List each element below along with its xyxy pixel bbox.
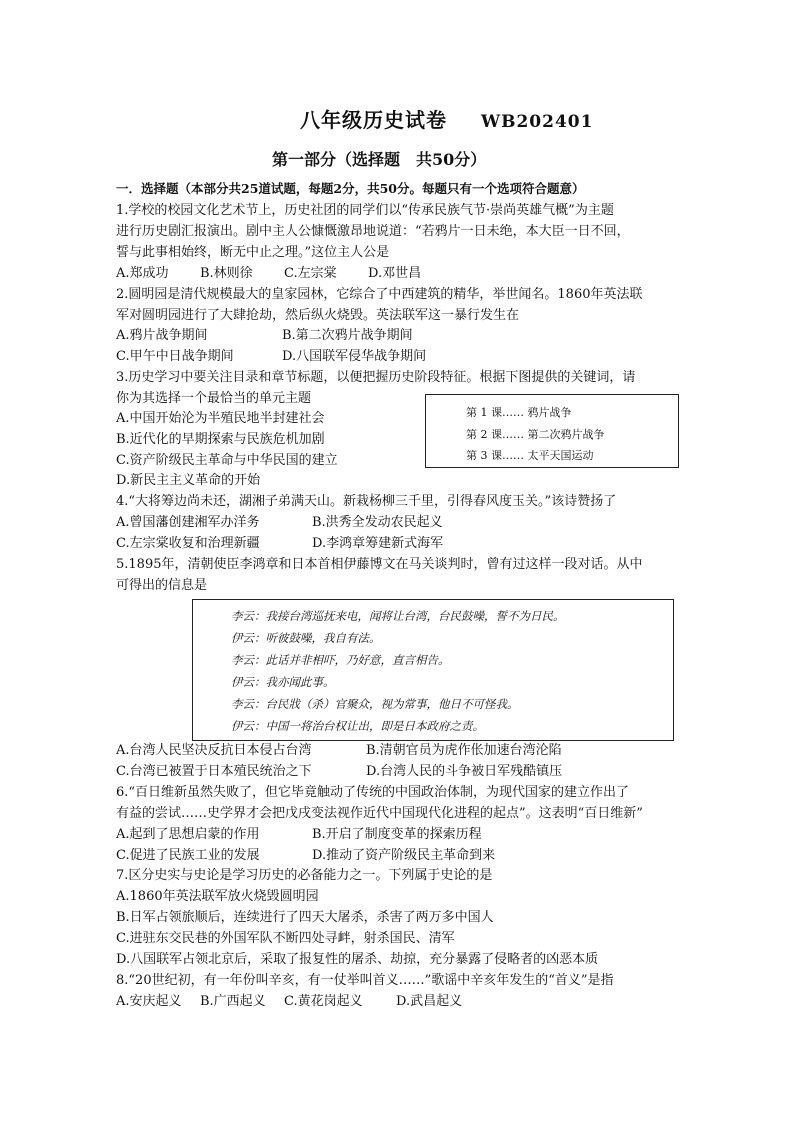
- q5-option-a[interactable]: A.台湾人民坚决反抗日本侵占台湾: [116, 743, 312, 758]
- q6-line-1: 6.“百日维新虽然失败了，但它毕竟触动了传统的中国政治体制，为现代国家的建立作出了: [116, 785, 630, 800]
- q2-option-b[interactable]: B.第二次鸦片战争期间: [282, 328, 413, 343]
- q4-option-b[interactable]: B.洪秀全发动农民起义: [312, 515, 443, 530]
- q2-options-row-1: [116, 328, 413, 344]
- q1-option-c[interactable]: C.左宗棠: [284, 266, 337, 281]
- q3-line-1: 3.历史学习中要关注目录和章节标题，以便把握历史阶段特征。根据下图提供的关键词，请: [116, 370, 636, 385]
- q3-chapter-2: 第 2 课…… 第二次鸦片战争: [466, 428, 605, 441]
- q8-line-1: 8.“20世纪初，有一年份叫辛亥，有一仗举叫首义……”歌谣中辛亥年发生的“首义”是指: [116, 973, 614, 988]
- q3-chapter-3: 第 3 课…… 太平天国运动: [466, 449, 594, 462]
- q6-option-a[interactable]: A.起到了思想启蒙的作用: [116, 827, 260, 842]
- q2-option-d[interactable]: D.八国联军侵华战争期间: [282, 349, 427, 364]
- q7-option-b[interactable]: B.日军占领旅顺后，连续进行了四天大屠杀，杀害了两万多中国人: [116, 910, 494, 925]
- q8-option-c[interactable]: C.黄花岗起义: [284, 994, 363, 1009]
- q2-line-2: 军对圆明园进行了大肆抢劫，然后纵火烧毁。英法联军这一暴行发生在: [116, 308, 520, 323]
- q5-option-b[interactable]: B.清朝官员为虎作伥加速台湾沦陷: [366, 743, 562, 758]
- q5-option-c[interactable]: C.台湾已被置于日本殖民统治之下: [116, 764, 312, 779]
- q1-options: [116, 266, 421, 282]
- q3-option-d[interactable]: D.新民主主义革命的开始: [116, 473, 261, 488]
- q1-line-2: 进行历史剧汇报演出。剧中主人公慷慨激昂地说道：“若鸦片一日未绝，本大臣一日不回，: [116, 224, 630, 239]
- q5-dialog-3: 李云：此话并非相吓，乃好意，直言相告。: [231, 653, 450, 667]
- q1-option-a[interactable]: A.郑成功: [116, 266, 169, 281]
- q8-option-d[interactable]: D.武昌起义: [396, 994, 463, 1009]
- q5-line-2: 可得出的信息是: [116, 578, 208, 593]
- exam-code: WB202401: [481, 112, 594, 132]
- q5-options-row-2: [116, 764, 562, 780]
- q1-option-b[interactable]: B.林则徐: [200, 266, 253, 281]
- q2-line-1: 2.圆明园是清代规模最大的皇家园林，它综合了中西建筑的精华，举世闻名。1860年英法联: [116, 287, 643, 302]
- q4-option-a[interactable]: A.曾国藩创建湘军办洋务: [116, 515, 260, 530]
- q3-option-c[interactable]: C.资产阶级民主革命与中华民国的建立: [116, 453, 338, 468]
- q3-line-2: 你为其选择一个最恰当的单元主题: [116, 391, 312, 406]
- exam-title-text: 八年级历史试卷: [300, 108, 447, 132]
- q2-option-a[interactable]: A.鸦片战争期间: [116, 328, 208, 343]
- q5-dialog-5: 李云：台民戕（杀）官聚众，视为常事，他日不可怪我。: [231, 697, 519, 711]
- q6-option-b[interactable]: B.开启了制度变革的探索历程: [312, 827, 482, 842]
- q7-option-c[interactable]: C.进驻东交民巷的外国军队不断四处寻衅，射杀国民、清军: [116, 931, 455, 946]
- q6-options-row-2: [116, 848, 495, 864]
- q7-line-1: 7.区分史实与史论是学习历史的必备能力之一。下列属于史论的是: [116, 868, 493, 883]
- q5-dialog-2: 伊云：听彼鼓噪，我自有法。: [231, 631, 381, 645]
- q5-options-row-1: [116, 743, 562, 759]
- q7-option-a[interactable]: A.1860年英法联军放火烧毁圆明园: [116, 889, 319, 904]
- q5-dialog-4: 伊云：我亦闻此事。: [231, 675, 335, 689]
- q4-option-d[interactable]: D.李鸿章筹建新式海军: [312, 536, 444, 551]
- q6-option-d[interactable]: D.推动了资产阶级民主革命到来: [312, 848, 496, 863]
- q3-chapter-box: [425, 394, 679, 468]
- q3-chapter-1: 第 1 课…… 鸦片战争: [466, 406, 572, 419]
- q8-option-b[interactable]: B.广西起义: [200, 994, 266, 1009]
- q1-option-d[interactable]: D.邓世昌: [368, 266, 422, 281]
- q4-line-1: 4.“大将筹边尚未还，湖湘子弟满天山。新栽杨柳三千里，引得春风度玉关。”该诗赞扬了: [116, 494, 617, 509]
- q3-option-b[interactable]: B.近代化的早期探索与民族危机加剧: [116, 432, 325, 447]
- q7-option-d[interactable]: D.八国联军占领北京后，采取了报复性的屠杀、劫掠，充分暴露了侵略者的凶恶本质: [116, 952, 599, 967]
- q5-dialog-6: 伊云：中国一将治台权让出，即是日本政府之责。: [231, 719, 484, 733]
- q1-line-1: 1.学校的校园文化艺术节上，历史社团的同学们以“传承民族气节·崇尚英雄气概”为主题: [116, 203, 614, 218]
- q4-options-row-1: [116, 515, 443, 531]
- q5-dialog-1: 李云：我接台湾巡抚来电，闻将让台湾，台民鼓噪，誓不为日民。: [231, 609, 565, 623]
- q6-line-2: 有益的尝试……史学界才会把戊戌变法视作近代中国现代化进程的起点”。这表明“百日维新”: [116, 806, 643, 821]
- q2-options-row-2: [116, 349, 426, 365]
- q4-options-row-2: [116, 536, 443, 552]
- q8-option-a[interactable]: A.安庆起义: [116, 994, 182, 1009]
- q2-option-c[interactable]: C.甲午中日战争期间: [116, 349, 234, 364]
- q5-dialog-box: [192, 599, 674, 741]
- part-title: 第一部分（选择题 共50分）: [272, 150, 487, 169]
- q5-option-d[interactable]: D.台湾人民的斗争被日军残酷镇压: [366, 764, 563, 779]
- q8-options: [116, 994, 462, 1010]
- q6-options-row-1: [116, 827, 482, 843]
- q6-option-c[interactable]: C.促进了民族工业的发展: [116, 848, 260, 863]
- q3-option-a[interactable]: A.中国开始沦为半殖民地半封建社会: [116, 411, 325, 426]
- q5-line-1: 5.1895年，清朝使臣李鸿章和日本首相伊藤博文在马关谈判时，曾有过这样一段对话。从中: [116, 557, 643, 572]
- exam-title: [300, 104, 593, 133]
- q4-option-c[interactable]: C.左宗棠收复和治理新疆: [116, 536, 260, 551]
- q1-line-3: 誓与此事相始终，断无中止之理。”这位主人公是: [116, 245, 390, 260]
- section-title: 一．选择题（本部分共25道试题，每题2分，共50分。每题只有一个选项符合题意）: [116, 181, 585, 196]
